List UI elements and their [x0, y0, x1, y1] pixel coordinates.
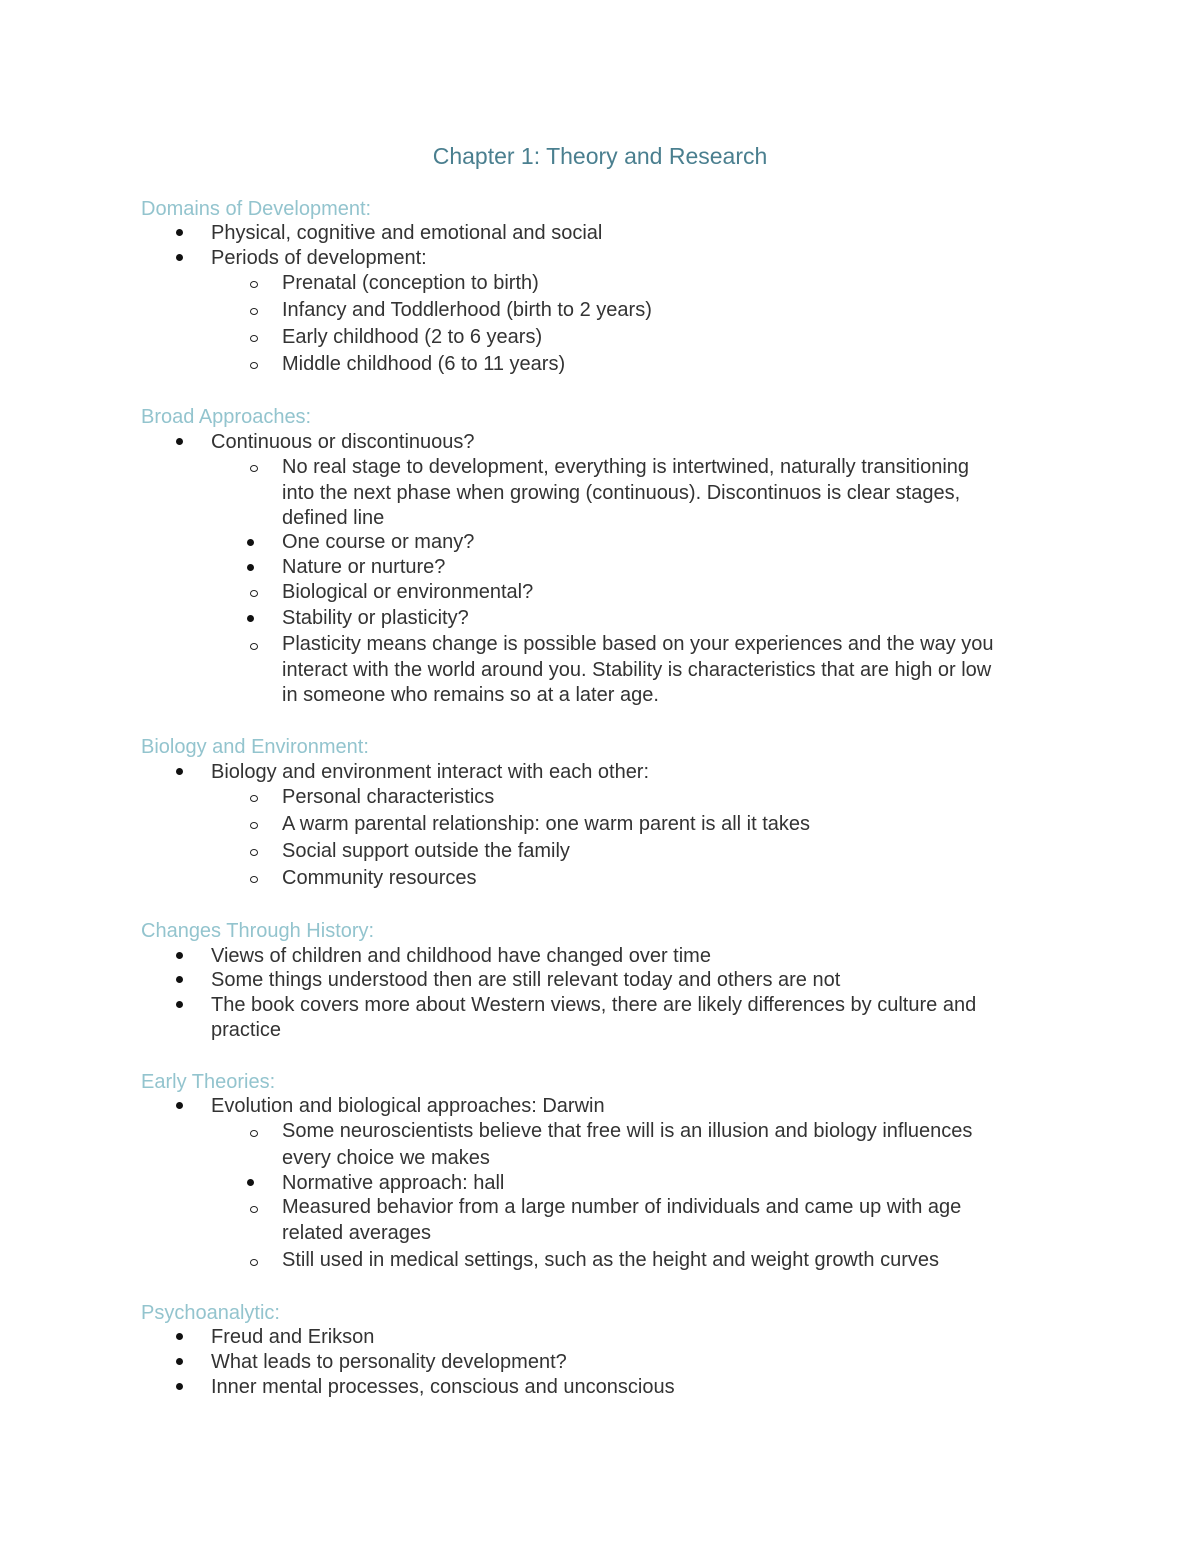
section-heading-broad-approaches: Broad Approaches:	[141, 406, 312, 428]
circle-bullet-icon	[250, 822, 258, 829]
circle-bullet-icon	[250, 1259, 258, 1266]
circle-bullet-icon	[250, 590, 258, 597]
sub-list-item-continued: interact with the world around you. Stability is characteristics that are high or low	[282, 659, 992, 681]
bullet-icon	[176, 438, 183, 445]
circle-bullet-icon	[250, 465, 258, 472]
list-item: The book covers more about Western views, there are likely differences by culture and	[211, 994, 977, 1016]
circle-bullet-icon	[250, 362, 258, 369]
sub-list-item-continued: into the next phase when growing (continuous). Discontinuos is clear stages,	[282, 482, 961, 504]
bullet-icon	[176, 1001, 183, 1008]
list-item: Inner mental processes, conscious and unconscious	[211, 1376, 675, 1398]
sub-list-item-continued: defined line	[282, 507, 385, 529]
sub-list-item: Personal characteristics	[282, 786, 495, 808]
document-title: Chapter 1: Theory and Research	[432, 143, 768, 169]
sub-list-item: No real stage to development, everything is intertwined, naturally transitioning	[282, 456, 970, 478]
list-item: Physical, cognitive and emotional and social	[211, 222, 603, 244]
sub-list-item-continued: related averages	[282, 1222, 431, 1244]
list-item: Evolution and biological approaches: Darwin	[211, 1095, 605, 1117]
list-item: Continuous or discontinuous?	[211, 431, 475, 453]
circle-bullet-icon	[250, 876, 258, 883]
section-heading-history: Changes Through History:	[141, 920, 375, 942]
bullet-icon	[247, 1179, 254, 1186]
bullet-icon	[176, 1358, 183, 1365]
sub-list-item: Infancy and Toddlerhood (birth to 2 years)	[282, 299, 652, 321]
section-heading-early-theories: Early Theories:	[141, 1071, 276, 1093]
bullet-icon	[176, 1383, 183, 1390]
bullet-icon	[176, 1102, 183, 1109]
sub-list-item: Stability or plasticity?	[282, 607, 469, 629]
section-heading-biology-environment: Biology and Environment:	[141, 736, 369, 758]
list-item: What leads to personality development?	[211, 1351, 567, 1373]
list-item: Periods of development:	[211, 247, 427, 269]
bullet-icon	[247, 564, 254, 571]
sub-list-item: Measured behavior from a large number of individuals and came up with age	[282, 1196, 962, 1218]
sub-list-item: Prenatal (conception to birth)	[282, 272, 539, 294]
list-item: Freud and Erikson	[211, 1326, 375, 1348]
bullet-icon	[176, 1333, 183, 1340]
bullet-icon	[247, 615, 254, 622]
sub-list-item: Middle childhood (6 to 11 years)	[282, 353, 566, 375]
circle-bullet-icon	[250, 1206, 258, 1213]
sub-list-item-continued: every choice we makes	[282, 1147, 490, 1169]
sub-list-item: Community resources	[282, 867, 477, 889]
bullet-icon	[247, 539, 254, 546]
bullet-icon	[176, 229, 183, 236]
sub-list-item-continued: in someone who remains so at a later age.	[282, 684, 659, 706]
circle-bullet-icon	[250, 281, 258, 288]
circle-bullet-icon	[250, 795, 258, 802]
sub-list-item: Social support outside the family	[282, 840, 570, 862]
circle-bullet-icon	[250, 643, 258, 650]
sub-list-item: Normative approach: hall	[282, 1172, 505, 1194]
circle-bullet-icon	[250, 849, 258, 856]
section-heading-psychoanalytic: Psychoanalytic:	[141, 1302, 280, 1324]
sub-list-item: Some neuroscientists believe that free will is an illusion and biology influences	[282, 1120, 973, 1142]
bullet-icon	[176, 254, 183, 261]
sub-list-item: Early childhood (2 to 6 years)	[282, 326, 543, 348]
bullet-icon	[176, 976, 183, 983]
section-heading-domains: Domains of Development:	[141, 198, 372, 220]
sub-list-item: One course or many?	[282, 531, 475, 553]
list-item: Biology and environment interact with each other:	[211, 761, 650, 783]
sub-list-item: Plasticity means change is possible based on your experiences and the way you	[282, 633, 994, 655]
circle-bullet-icon	[250, 1130, 258, 1137]
sub-list-item: Biological or environmental?	[282, 581, 534, 603]
bullet-icon	[176, 768, 183, 775]
sub-list-item: A warm parental relationship: one warm parent is all it takes	[282, 813, 811, 835]
circle-bullet-icon	[250, 308, 258, 315]
list-item: Some things understood then are still relevant today and others are not	[211, 969, 841, 991]
list-item: Views of children and childhood have changed over time	[211, 945, 711, 967]
sub-list-item: Nature or nurture?	[282, 556, 446, 578]
sub-list-item: Still used in medical settings, such as the height and weight growth curves	[282, 1249, 940, 1271]
list-item-continued: practice	[211, 1019, 282, 1041]
circle-bullet-icon	[250, 335, 258, 342]
bullet-icon	[176, 952, 183, 959]
